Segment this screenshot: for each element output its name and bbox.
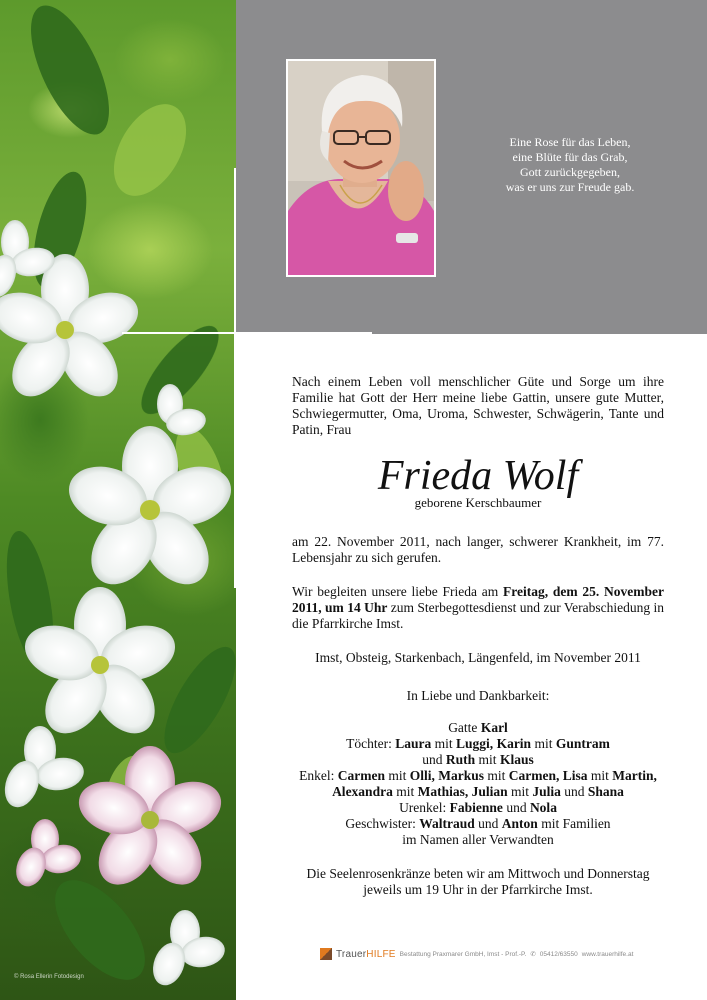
great-grandchild-name: Nola xyxy=(529,800,557,815)
grandchildren-line-2 xyxy=(292,784,664,800)
relatives-line: im Namen aller Verwandten xyxy=(402,832,554,847)
place-date: Imst, Obsteig, Starkenbach, Längenfeld, im November 2011 xyxy=(315,650,641,665)
funeral-notice xyxy=(292,584,664,632)
website-link[interactable]: www.trauerhilfe.at xyxy=(581,950,634,958)
connector: und xyxy=(422,752,446,767)
cross-horizontal-bar xyxy=(122,332,372,334)
label: Töchter: xyxy=(346,736,396,751)
connector: mit xyxy=(431,736,457,751)
partner-name: Klaus xyxy=(499,752,534,767)
grandchild-name: Olli, Markus xyxy=(409,768,484,783)
label: Gatte xyxy=(448,720,481,735)
cross-vertical-bar xyxy=(234,168,236,588)
death-notice: am 22. November 2011, nach langer, schwerer Krankheit, im 77. Lebensjahr zu sich gerufen. xyxy=(292,534,664,565)
partner-name: Guntram xyxy=(555,736,610,751)
sibling-name: Waltraud xyxy=(419,816,475,831)
grandchild-name: Julia xyxy=(532,784,561,799)
connector: mit xyxy=(587,768,613,783)
grandchild-name: Alexandra xyxy=(332,784,393,799)
poem-line: was er uns zur Freude gab. xyxy=(505,180,635,194)
family-list xyxy=(292,720,664,848)
grandchild-name: Mathias, Julian xyxy=(417,784,508,799)
flower-photo xyxy=(0,0,236,1000)
company-name: Bestattung Praxmarer GmbH, Imst - Prof.-P. xyxy=(399,950,527,958)
intro-text: Nach einem Leben voll menschlicher Güte und Sorge um ihre Familie hat Gott der Herr meine liebe Gattin, unsere gute Mutter, Schwiegermutter, Oma, Uroma, Schwester, Schwägerin, Tante und Patin, Frau xyxy=(292,374,664,437)
daughter-name: Ruth xyxy=(445,752,476,767)
rosary-line: jeweils um 19 Uhr in der Pfarrkirche Imst. xyxy=(363,882,593,897)
grandchild-name: Carmen, Lisa xyxy=(508,768,588,783)
connector: mit xyxy=(507,784,533,799)
apple-blossom-illustration xyxy=(0,0,236,1000)
daughters-line-2 xyxy=(292,752,664,768)
poem-line: eine Blüte für das Grab, xyxy=(512,150,628,164)
phone-icon: ✆ xyxy=(530,951,536,958)
connector: und xyxy=(560,784,588,799)
daughter-name: Karin xyxy=(496,736,532,751)
connector: mit xyxy=(392,784,418,799)
connector: mit Familien xyxy=(537,816,611,831)
connector: und xyxy=(474,816,502,831)
poem xyxy=(460,135,680,195)
grandchildren-line xyxy=(292,768,664,784)
connector: mit xyxy=(531,736,556,751)
maiden-name: geborene Kerschbaumer xyxy=(414,495,542,510)
partner-name: Luggi, xyxy=(456,736,494,751)
trauerhilfe-logo xyxy=(336,949,396,960)
logo-part2: HILFE xyxy=(366,948,396,960)
great-grandchildren-line xyxy=(292,800,664,816)
grandchild-name: Shana xyxy=(587,784,624,799)
label: Geschwister: xyxy=(345,816,420,831)
label: Enkel: xyxy=(299,768,338,783)
poem-line: Eine Rose für das Leben, xyxy=(509,135,631,149)
great-grandchild-name: Fabienne xyxy=(449,800,503,815)
logo-part1: Trauer xyxy=(336,948,367,960)
funeral-post: zum Sterbegottesdienst und zur Verabschiedung in die Pfarrkirche Imst. xyxy=(292,600,664,631)
trauerhilfe-logo-icon xyxy=(320,948,332,960)
deceased-name: Frieda Wolf xyxy=(377,453,579,499)
photo-credit: © Rosa Ellerin Fotodesign xyxy=(14,974,84,980)
funeral-pre: Wir begleiten unsere liebe Frieda am xyxy=(292,584,503,599)
connector: mit xyxy=(475,752,500,767)
grandchild-name: Martin, xyxy=(612,768,657,783)
siblings-line xyxy=(292,816,664,832)
portrait-illustration xyxy=(288,61,434,275)
grandchild-name: Carmen xyxy=(337,768,385,783)
portrait-photo xyxy=(286,59,436,277)
connector: mit xyxy=(384,768,410,783)
spouse-line xyxy=(292,720,664,736)
footer xyxy=(320,948,680,960)
connector: mit xyxy=(484,768,509,783)
connector: und xyxy=(502,800,530,815)
closing-line: In Liebe und Dankbarkeit: xyxy=(406,688,550,703)
sibling-name: Anton xyxy=(501,816,538,831)
phone-number: 05412/63550 xyxy=(539,950,578,958)
label: Urenkel: xyxy=(399,800,450,815)
daughter-name: Laura xyxy=(395,736,432,751)
rosary-notice xyxy=(292,866,664,898)
poem-line: Gott zurückgegeben, xyxy=(520,165,620,179)
daughters-line xyxy=(292,736,664,752)
rosary-line: Die Seelenrosenkränze beten wir am Mittwoch und Donnerstag xyxy=(306,866,650,881)
spouse-name: Karl xyxy=(480,720,508,735)
funeral-date: Freitag, dem 25. November 2011, um 14 Uhr xyxy=(292,584,664,615)
